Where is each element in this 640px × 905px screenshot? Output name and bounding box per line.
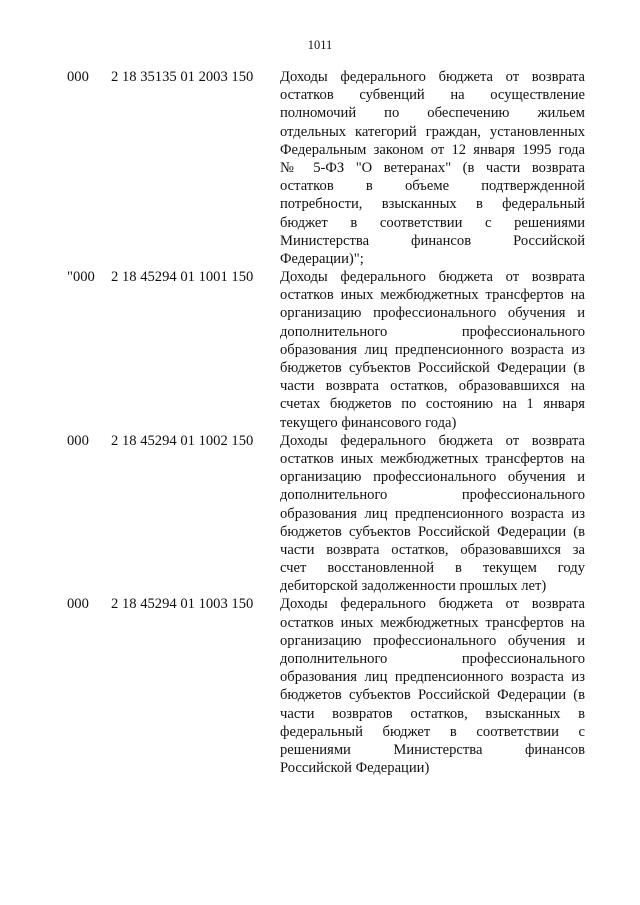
- description-line: организацию профессионального обучения и: [280, 305, 585, 322]
- description-line: части возвратов остатков, взысканных в: [280, 705, 585, 722]
- description-line: остатков иных межбюджетных трансфертов на: [280, 450, 585, 467]
- description-line: счет восстановленной в текущем году: [280, 560, 585, 577]
- description-line: Доходы федерального бюджета от возврата: [280, 432, 585, 449]
- budget-classification-code: 2 18 45294 01 1001 150: [111, 269, 254, 286]
- admin-code: 000: [67, 69, 89, 85]
- description-line: организацию профессионального обучения и: [280, 632, 585, 649]
- entries-list: [0, 68, 640, 777]
- description-line: дополнительного профессионального: [280, 323, 585, 340]
- description-line: бюджет в соответствии с решениями: [280, 214, 585, 231]
- budget-entry: [0, 268, 640, 432]
- description-line: организацию профессионального обучения и: [280, 469, 585, 486]
- entry-description: [280, 268, 585, 432]
- admin-code: 000: [67, 432, 89, 449]
- description-line: остатков в объеме подтвержденной: [280, 178, 585, 195]
- budget-entry: [0, 68, 640, 268]
- description-line: бюджетов субъектов Российской Федерации (в: [280, 360, 585, 376]
- description-line: дополнительного профессионального: [280, 487, 585, 504]
- description-line: текущего финансового года): [280, 414, 457, 431]
- description-line: остатков субвенций на осуществление: [280, 87, 585, 104]
- description-line: полномочий по обеспечению жильем: [280, 105, 585, 122]
- entry-description: [280, 432, 585, 596]
- description-line: Министерства финансов Российской: [280, 232, 585, 249]
- description-line: остатков иных межбюджетных трансфертов на: [280, 287, 585, 304]
- admin-code: "000: [67, 269, 95, 286]
- description-line: бюджетов субъектов Российской Федерации (в: [280, 687, 585, 704]
- entry-description: [280, 68, 585, 268]
- description-line: дебиторской задолженности прошлых лет): [280, 578, 547, 595]
- description-line: № 5-ФЗ "О ветеранах" (в части возврата: [280, 159, 585, 176]
- page-number: 1011: [307, 38, 333, 52]
- description-line: остатков иных межбюджетных трансфертов на: [280, 614, 585, 631]
- description-line: федеральный бюджет в соответствии с: [280, 723, 585, 740]
- budget-classification-code: 2 18 35135 01 2003 150: [111, 69, 254, 85]
- description-line: счетах бюджетов по состоянию на 1 января: [280, 396, 585, 413]
- description-line: Российской Федерации): [280, 760, 430, 777]
- description-line: Доходы федерального бюджета от возврата: [280, 269, 585, 286]
- description-line: образования лиц предпенсионного возраста из: [280, 341, 585, 358]
- entry-description: [280, 595, 585, 777]
- description-line: образования лиц предпенсионного возраста из: [280, 669, 585, 686]
- description-line: Федеральным законом от 12 января 1995 года: [280, 141, 585, 158]
- description-line: Доходы федерального бюджета от возврата: [280, 596, 585, 613]
- description-line: части возврата остатков, образовавшихся на: [280, 378, 585, 395]
- description-line: дополнительного профессионального: [280, 651, 585, 667]
- budget-entry: [0, 432, 640, 596]
- budget-classification-code: 2 18 45294 01 1002 150: [111, 432, 254, 449]
- budget-entry: [0, 595, 640, 777]
- description-line: потребности, взысканных в федеральный: [280, 196, 585, 213]
- description-line: Доходы федерального бюджета от возврата: [280, 69, 585, 85]
- description-line: бюджетов субъектов Российской Федерации (в: [280, 523, 585, 540]
- budget-classification-code: 2 18 45294 01 1003 150: [111, 596, 254, 613]
- description-line: образования лиц предпенсионного возраста из: [280, 505, 585, 522]
- description-line: Федерации)";: [280, 250, 364, 267]
- admin-code: 000: [67, 596, 89, 613]
- description-line: решениями Министерства финансов: [280, 741, 585, 758]
- description-line: части возврата остатков, образовавшихся за: [280, 541, 585, 558]
- description-line: отдельных категорий граждан, установленных: [280, 123, 585, 140]
